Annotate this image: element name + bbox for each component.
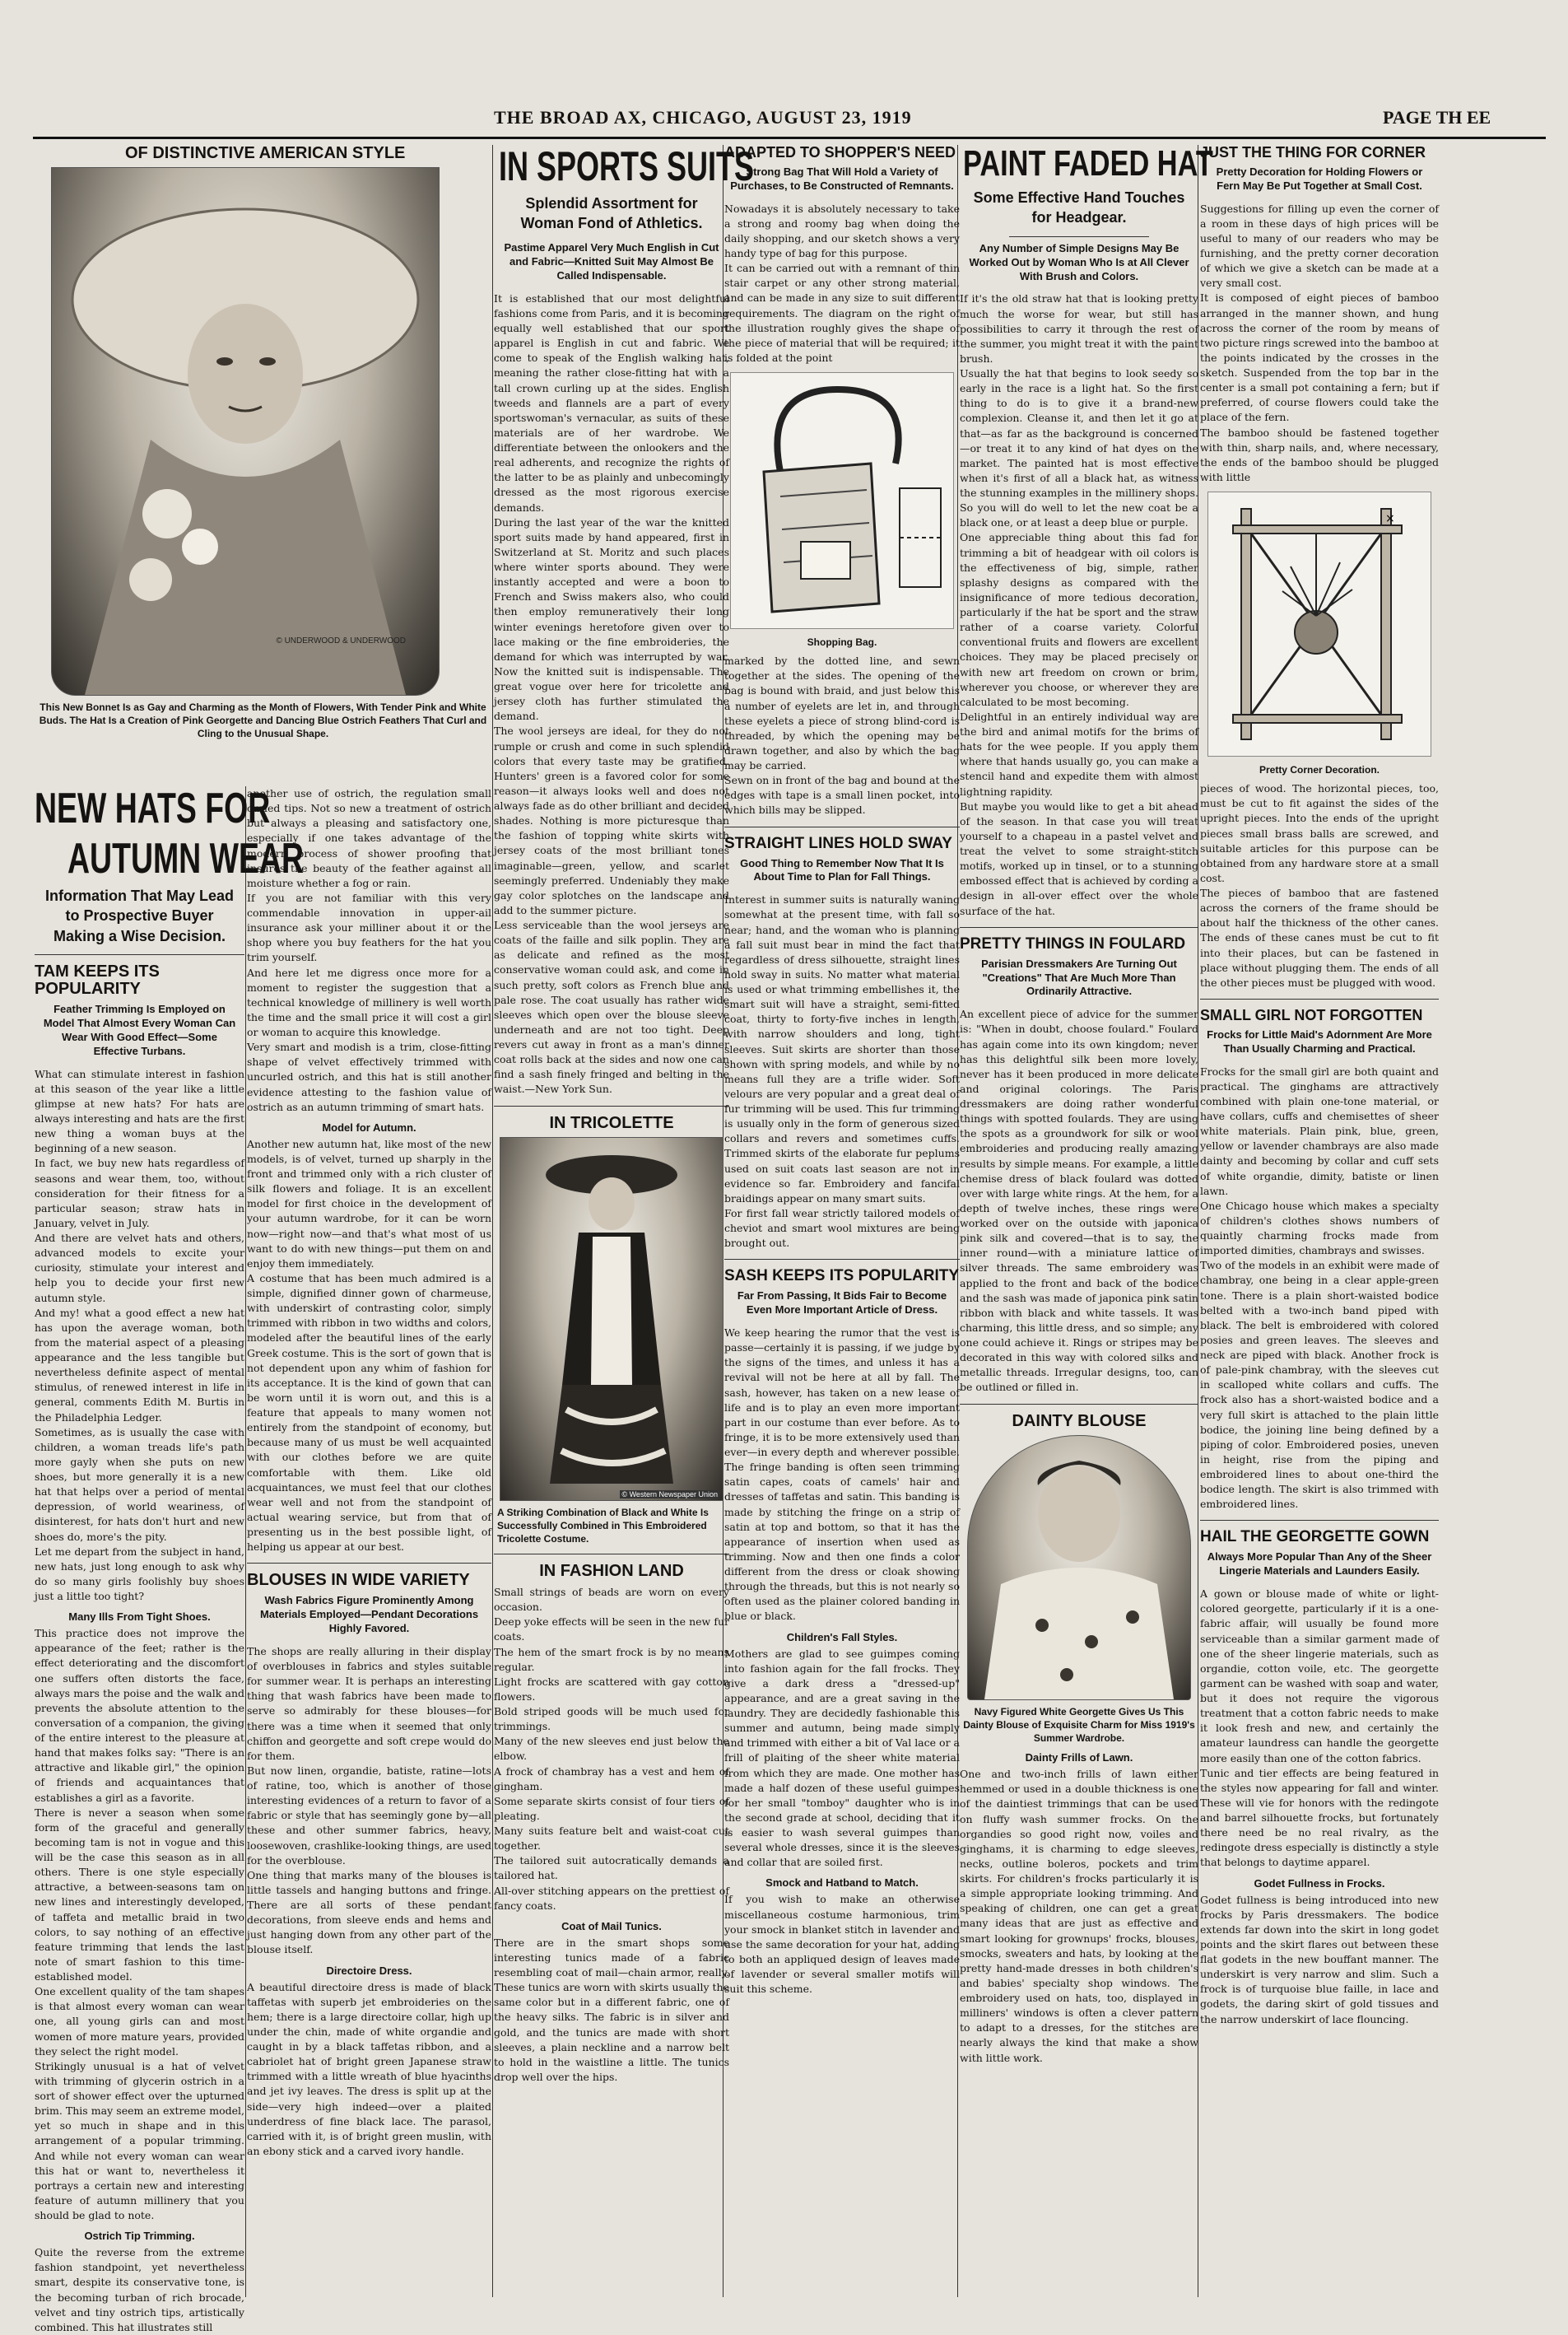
list-item: Many suits feature belt and waist-coat cut together. — [494, 1825, 729, 1853]
dainty-blouse-caption: Navy Figured White Georgette Gives Us This Dainty Blouse of Exquisite Charm for Miss 1919's Summer Wardrobe. — [963, 1705, 1195, 1744]
sports-suits-deck: Pastime Apparel Very Much English in Cut and Fabric—Knitted Suit May Almost Be Called Indispensable. — [504, 241, 719, 282]
paragraph: But maybe you would like to get a bit ahead of the season. In that case you will treat yourself to a chapeau in a pastel velvet and treat the velvet to some straight-stitch motifs, worked up in tinsel, or to a stunning embossed effect that is achieved by cording a design in all-over effect over the whole surface of the hat. — [960, 799, 1198, 917]
bonnet-article — [35, 145, 491, 779]
new-hats-article — [35, 785, 304, 2333]
divider — [35, 954, 244, 955]
georgette-deck: Always More Popular Than Any of the Sheer Lingerie Materials and Launders Easily. — [1207, 1550, 1432, 1578]
paragraph: It is established that our most delightful fashions come from Paris, and it is becoming equally well established that our sport apparel is English in cut and fabric. We come to speak of the English walking hat, meaning the rather close-fitting hat with a tall crown curling up at the sides. English tweeds and flannels are a part of every sportswoman's vernacular, as suits of these materials are of her wardrobe. We differentiate between the onlookers and the real adherents, and recognize the rights of the latter to be as plainly and unbecomingly dressed as the most rigorous exercise demands. — [494, 291, 729, 514]
bonnet-heading: OF DISTINCTIVE AMERICAN STYLE — [125, 144, 406, 162]
divider — [494, 1106, 729, 1107]
paragraph: There are in the smart shops some interesting tunics made of a fabric resembling coat of mail—chain armor, really. These tunics are worn with skirts usually the same color but in a different fabric, one of the heavy silks. The fabric is in silver and gold, and the tunics are made with short sleeves, a plain neckline and a narrow belt to hold in the waistline a little. The tunics drop well over the hips. — [494, 1936, 729, 2083]
paragraph: Quite the reverse from the extreme fashion standpoint, yet nevertheless smart, despite its conservative tone, is the becoming turban of rich brocade, velvet and tiny ostrich tips, artistically combined. This hat illustrates still — [35, 2246, 244, 2333]
paragraph: It can be carried out with a remnant of thin stair carpet or any other strong material, and can be made in any size to suit different requirements. The diagram on the right of the illustration roughly gives the shape of the piece of material that will be required; it is folded at the point — [724, 262, 960, 364]
photo-copyright: © UNDERWOOD & UNDERWOOD — [276, 636, 406, 646]
list-item: Small strings of beads are worn on every occasion. — [494, 1586, 729, 1614]
foulard-title: PRETTY THINGS IN FOULARD — [960, 934, 1186, 953]
subheading: Model for Autumn. — [322, 1121, 416, 1134]
paragraph: pieces of wood. The horizontal pieces, too, must be cut to fit against the sides of the upright pieces. Into the ends of the upright pieces small brass balls are screwed, and suitable articles for this purpose can be obtained from any hardware store at a small cost. — [1200, 782, 1439, 884]
new-hats-continued — [247, 786, 491, 2297]
tricolette-caption: A Striking Combination of Black and White Is Successfully Combined in This Embroidered Tricolette Costume. — [497, 1506, 709, 1545]
masthead-rule — [33, 137, 1546, 139]
divider — [247, 1563, 491, 1564]
sash-title: SASH KEEPS ITS POPULARITY — [724, 1267, 960, 1285]
new-hats-deck: Information That May Lead to Prospective Buyer Making a Wise Decision. — [44, 888, 235, 944]
corner-decoration-caption: Pretty Corner Decoration. — [1259, 764, 1380, 776]
subheading: Many Ills From Tight Shoes. — [68, 1610, 211, 1624]
column-rule — [492, 145, 493, 2297]
dainty-blouse-photo — [967, 1435, 1191, 1700]
paragraph: We keep hearing the rumor that the vest is passe—certainly it is passing, if we judge by the signs of the times, and unless it has a revival will not be here at all by fall. The sash, however, has taken on a new lease of life and is to play an even more important part in our costume than ever before. As to fringe, it is to be more extensively used than ever—in every depth and wherever possible. The fringe banding is often seen trimming satin capes, coats of camels' hair and dresses of taffetas and satin. This banding is made by stitching the fringe on a strip of satin at top and bottom, so that it has the appearance of insertion when used as trimming. Now and then one finds a color different from the dress or cloak showing through the threads, but this is not nearly so often used as the plainer colored banding in blue or black. — [724, 1326, 960, 1623]
list-item: A frock of chambray has a vest and hem of gingham. — [494, 1764, 729, 1792]
paragraph: Sometimes, as is usually the case with children, a woman treads life's path more gayly when she puts on new shoes, but more generally it is a new hat that helps over a period of mental depression, of world weariness, of disinterest, for hats don't hurt and new shoes do, more's the pity. — [35, 1425, 244, 1543]
new-hats-title-line2: AUTUMN WEAR — [67, 834, 304, 883]
list-item: Some separate skirts consist of four tiers of pleating. — [494, 1794, 729, 1822]
masthead-title: THE BROAD AX, CHICAGO, AUGUST 23, 1919 — [494, 107, 912, 128]
corner-title: JUST THE THING FOR CORNER — [1200, 144, 1426, 161]
paragraph: The wool jerseys are ideal, for they do not rumple or crush and come in such splendid colors that every taste may be gratified. Hunters' green is a favored color for some reason—it always looks well and does not always fade as do other brilliant and decided shades. Nothing is more picturesque than the fashion of topping white skirts with jersey coats of the most brilliant tones imaginable—green, yellow, and scarlet seemingly preferred. Undeniably they make gay color splotches on the landscape and add to the summer picture. — [494, 725, 729, 916]
bonnet-caption: This New Bonnet Is as Gay and Charming as the Month of Flowers, With Tender Pink and White Buds. The Hat Is a Creation of Pink Georgette and Dancing Blue Ostrich Feathers That Curl and Cling to the Unusual Shape. — [39, 701, 487, 740]
paint-hat-article — [960, 143, 1213, 2297]
divider — [1200, 1520, 1439, 1521]
shopping-bag-icon — [731, 373, 953, 628]
tricolette-credit: © Western Newspaper Union — [621, 1489, 718, 1498]
straight-lines-title: STRAIGHT LINES HOLD SWAY — [724, 834, 952, 852]
paragraph: Tunic and tier effects are being featured in the styles now appearing for fall and winter. These will vie for honors with the redingote and barrel silhouette frocks, but fortunately there need be no real rivalry, as the redingote dress especially is distinctly a style that belongs to daytime apparel. — [1200, 1766, 1439, 1869]
paragraph: And here let me digress once more for a moment to register the suggestion that a technical knowledge of millinery is well worth the time and the small price it will cost a girl or woman to acquire this knowledge. — [247, 966, 491, 1038]
paragraph: The pieces of bamboo that are fastened across the corners of the frame should be about half the thickness of the other canes. The ends of these canes must be cut to fit into their places, but can be fastened in place without plugging them. The ends of all the other pieces must be plugged with wood. — [1200, 887, 1439, 989]
corner-decoration-figure — [1207, 492, 1431, 757]
subheading: Ostrich Tip Trimming. — [84, 2230, 195, 2243]
subheading: Smock and Hatband to Match. — [765, 1876, 919, 1890]
paragraph: One appreciable thing about this fad for trimming a bit of headgear with oil colors is the effectiveness of big, simple, rather splashy designs as compared with the insignificance of more tedious decoration, particularly if the hat be sport and the straw rather of a coarse variety. Colorful conventional fruits and flowers are excellent choices. They may be placed precisely or with new art freedom on crown or brim, wherever you choose, or wherever they are calculated to be most becoming. — [960, 531, 1198, 708]
dainty-blouse-illustration — [968, 1436, 1190, 1699]
corner-decoration-article — [1200, 145, 1439, 2297]
list-item: The tailored suit autocratically demands a tailored hat. — [494, 1854, 729, 1882]
divider — [960, 927, 1198, 928]
paragraph: Interest in summer suits is naturally waning somewhat at the present time, with fall so near; hand, and the woman who is planning a fall suit must bear in mind the fact that regardless of dress silhouette, straight lines hold sway in suits. No matter what material is used or what trimming embellishes it, the smart suit will have a straight, semi-fitted coat, thirty to forty-five inches in length, with narrow shoulders and long, tight sleeves. Suit skirts are shorter than those shown with spring models, and while by no means full they are a trifle wider. Soft velours are very popular and a great deal of fur trimming will be used. This fur trimming is usually only in the form of generous sized collars and revers and sometimes cuffs. Trimmed skirts of the elaborate fur peplums used on suit coats last season are not in evidence so far. Embroidery and fancifal braidings appear on many smart suits. — [724, 893, 960, 1205]
list-item: Many of the new sleeves end just below the elbow. — [494, 1735, 729, 1763]
paragraph: Suggestions for filling up even the corner of a room in these days of high prices will be useful to many of our readers who may be furnishing, and the pretty corner decoration of which we give a sketch can be made at a very small cost. — [1200, 202, 1439, 290]
paragraph: If it's the old straw hat that is looking pretty much the worse for wear, but still has possibilities to carry it through the rest of the summer, you might treat it with the paint brush. — [960, 292, 1198, 365]
paragraph: Two of the models in an exhibit were made of chambray, one being in a clear apple-green tone. There is a plain short-waisted bodice belted with a two-inch band piped with black. The belt is embroidered with colored posies and green leaves. The sleeves and neck are piped with black. Another frock is of pale-pink chambray, with the sleeves cut in scalloped white collars and cuffs. The frock also has a short-waisted bodice and a very full skirt is attached to the plain little bodice, the joining line being defined by a piping of color. Embroidered posies, uneven in height, rise from the piping and embroidered lines to about one-third the bodice length. The skirt is also trimmed with embroidered lines. — [1200, 1259, 1439, 1511]
paragraph: And there are velvet hats and others, advanced models to excite your curiosity, stimulate your interest and help you to decide your first new autumn style. — [35, 1232, 244, 1304]
paragraph: It is composed of eight pieces of bamboo arranged in the manner shown, and hung across the corner of the room by means of two picture rings screwed into the bamboo at the points indicated by the crosses in the sketch. Suspended from the top bar in the center is a small pot containing a fern; but if preferred, of course flowers could take the place of the fern. — [1200, 291, 1439, 424]
paragraph: Mothers are glad to see guimpes coming into fashion again for the fall frocks. They give a dark dress a "dressed-up" appearance, and are a great saving in the laundry. They are decidedly fashionable this summer and autumn, being made simply and trimmed with either a bit of Val lace or a frill of plaiting of the sheer white material from which they are made. One mother has made a half dozen of these useful guimpes for her small "tomboy" daughter who is in the second grade at school, deciding that it is easier to wash several guimpes than several whole dresses, since it is the sleeves and collar that are soiled first. — [724, 1647, 960, 1869]
sports-suits-article — [494, 143, 755, 2297]
sports-suits-title: IN SPORTS SUITS — [499, 143, 755, 189]
divider — [1200, 999, 1439, 1000]
paragraph: Another new autumn hat, like most of the new models, is of velvet, turned up sharply in the front and trimmed only with a rich cluster of silk flowers and foliage. It is an excellent model for first choice in the development of your autumn wardrobe, for it can be worn now—right now—and that's what most of us want to do with new things—put them on and enjoy them immediately. — [247, 1137, 491, 1270]
divider — [960, 1404, 1198, 1405]
paragraph: Sewn on in front of the bag and bound at the edges with tape is a small linen pocket, into which bills may be slipped. — [724, 774, 960, 817]
paragraph: Very smart and modish is a trim, close-fitting shape of velvet effectively trimmed with uncurled ostrich, and this hat is still another evidence attesting to the fashion value of ostrich as an autumn trimming of smart hats. — [247, 1041, 491, 1113]
paragraph: The shops are really alluring in their display of overblouses in fabrics and styles suitable for summer wear. It is perhaps an interesting thing that wash fabrics have been made to serve so admirably for these blouses—for there was a time when it seemed that only chiffon and georgette and soft crepe would do for them. — [247, 1644, 491, 1762]
paragraph: During the last year of the war the knitted sport suits made by hand appeared, first in Switzerland at St. Moritz and such places where winter sports abound. They were instantly accepted and were a boon to French and Swiss makers also, who could then employ remuneratively their long winter evenings heretofore given over to lace making or the fine embroideries, the demand for which was interrupted by war. Now the knitted suit is indispensable. The great vogue over here for tricolette and jersey cloth has further stimulated the demand. — [494, 515, 729, 723]
page-number: PAGE TH EE — [1383, 107, 1491, 128]
paragraph: And my! what a good effect a new hat has upon the average woman, both from the material aspect of a pleasing appearance and the less tangible but nevertheless definite aspect of mental stimulus, of renewed interest in life in general, comments Edith M. Burtis in the Philadelphia Ledger. — [35, 1306, 244, 1424]
straight-lines-deck: Good Thing to Remember Now That It Is About Time to Plan for Fall Things. — [740, 856, 944, 883]
paragraph: Less serviceable than the wool jerseys are coats of the faille and silk poplin. They are as delicate and refined as the most conservative woman could ask, and come in such pretty, soft colors as French blue and pale rose. The coat usually has rather wide sleeves which open over the blouse sleeve underneath and are not too tight. Deep revers cut away in front as a man's dinner coat rolls back at the sides and now one can find a sash finely fringed and belting in the waist.—New York Sun. — [494, 919, 729, 1096]
paragraph: This practice does not improve the appearance of the feet; rather is the effect deteriorating and the discomfort one suffers often distorts the face, always mars the poise and the walk and prevents the absolute attention to the conversation of a companion, the giving of the entire interest to the pleasure at hand that makes folks say: "There is an attractive and likable girl," the opinion of friends and acquaintances that establishes a girl as a favorite. — [35, 1627, 244, 1804]
fashion-land-title: IN FASHION LAND — [539, 1562, 684, 1581]
small-girl-deck: Frocks for Little Maid's Adornment Are More Than Usually Charming and Practical. — [1207, 1028, 1432, 1055]
small-girl-title: SMALL GIRL NOT FORGOTTEN — [1200, 1006, 1423, 1023]
svg-text:×: × — [1385, 512, 1395, 526]
paint-hat-title: PAINT FADED HAT — [963, 143, 1213, 184]
paint-hat-deck: Any Number of Simple Designs May Be Worked Out by Woman Who Is at All Clever With Brush and Colors. — [969, 241, 1189, 282]
paragraph: Strikingly unusual is a hat of velvet with trimming of glycerin ostrich in a sort of shower effect over the upturned brim. This may seem an extreme model, yet so much in shape and in this arrangement of a popular trimming. And while not every woman can wear this hat or want to, nevertheless it portrays a certain new and interesting feature of autumn millinery that you should be glad to note. — [35, 2059, 244, 2222]
paragraph: One and two-inch frills of lawn either hemmed or used in a double thickness is one of the daintiest trimmings that can be used on fluffy wash summer frocks. On the organdies so good right now, voiles and ginghams, it is charming to edge sleeves, necks, outline boleros, pockets and trim skirts. For children's frocks particularly it is a simple appropriate looking trimming. And speaking of children, one can get a great many ideas that are just as effective and smart looking for grownups' frocks, blouses, smocks, sweaters and hats, by looking at the pretty hand-made dresses in both children's and babies' specialty shop windows. The embroidery used on hats, too, displayed in milliners' windows is often a clever pattern to adapt to a dresses, for the stitches are nearly always the kind that make a show with little work. — [960, 1768, 1198, 2064]
paragraph: The bamboo should be fastened together with thin, sharp nails, and, where necessary, the ends of the bamboo should be plugged with little — [1200, 426, 1439, 483]
bamboo-frame-icon — [1208, 492, 1431, 756]
paint-hat-subtitle: Some Effective Hand Touches for Headgear. — [973, 189, 1185, 226]
paragraph: Godet fullness is being introduced into new frocks by Paris dressmakers. The bodice extends far down into the skirt in long godet points and the skirt flares out between these flat godets in the new bouffant manner. The underskirt is very narrow and slim. Such a frock is of turquoise blue faille, in lace and godets, the daring skirt of gold tissues and the narrow underskirt of lace flouncing. — [1200, 1893, 1439, 2025]
tricolette-title: IN TRICOLETTE — [549, 1113, 674, 1132]
tam-section-title: TAM KEEPS ITS POPULARITY — [35, 962, 160, 999]
paragraph: But now linen, organdie, batiste, ratine—lots of ratine, too, which is another of those interesting evidences of a return to favor of a fabric or style that has seemingly gone by—all these and other summer fabrics, heavy, loosewoven, crashlike-looking things, are used for the overblouse. — [247, 1764, 491, 1867]
paragraph: A gown or blouse made of white or light-colored georgette, particularly if it is a one-fabric affair, will usually be found more serviceable than a similar garment made of one of the sheer lingerie materials, such as organdie, cotton voile, etc. The georgette garment can be washed with soap and water, but it does not require the vigorous treatment that a cotton fabric needs to make it look fresh and new, and certainly the amateur laundress can handle the georgette more easily than one of the cotton fabrics. — [1200, 1587, 1439, 1764]
paragraph: another use of ostrich, the regulation small curled tips. Not so new a treatment of ostrich but always a pleasing and satisfactory one, especially if one takes advantage of the modern process of shower proofing that insures the beauty of the feather against all moisture whether a fog or rain. — [247, 787, 491, 889]
subheading: Coat of Mail Tunics. — [561, 1919, 662, 1932]
paragraph: One Chicago house which makes a specialty of children's clothes shows numbers of quaintly charming frocks made from imported dimities, chambrays and swisses. — [1200, 1199, 1439, 1257]
masthead — [33, 107, 1547, 132]
paragraph: There is never a season when some form of the graceful and generally becoming tam is not in vogue and this will be the case this season as in all others. There is one style especially attractive, a between-seasons tam on new lines and interestingly developed, of taffeta and metallic braid in two colors, to say nothing of an effective feature trimming that lends the last note of smart fashion to this time-established model. — [35, 1806, 244, 1983]
subheading: Godet Fullness in Frocks. — [1254, 1876, 1385, 1890]
sash-deck: Far From Passing, It Bids Fair to Become Even More Important Article of Dress. — [737, 1289, 947, 1317]
tricolette-illustration — [500, 1138, 723, 1500]
blouses-title: BLOUSES IN WIDE VARIETY — [247, 1571, 470, 1590]
subheading: Dainty Frills of Lawn. — [1025, 1751, 1133, 1764]
shopper-bag-article — [724, 145, 960, 2297]
paragraph: If you are not familiar with this very commendable innovation in upper-ail insurance ask your milliner about it or the shop where you buy feathers for the hat you trim yourself. — [247, 891, 491, 964]
tam-section-deck: Feather Trimming Is Employed on Model That Almost Every Woman Can Wear With Good Effect—Some Effective Turbans. — [43, 1003, 236, 1057]
foulard-deck: Parisian Dressmakers Are Turning Out "Creations" That Are Much More Than Ordinarily Attractive. — [981, 957, 1177, 998]
divider — [724, 1259, 960, 1260]
bonnet-photo — [51, 167, 440, 696]
paragraph: If you wish to make an otherwise miscellaneous costume harmonious, trim your smock in blanket stitch in lavender and use the same decoration for your hat, adding to both an appliqued design of leaves made of lavender or several smaller motifs will suit this scheme. — [724, 1893, 960, 1996]
dainty-blouse-title: DAINTY BLOUSE — [1012, 1411, 1147, 1430]
paragraph: A beautiful directoire dress is made of black taffetas with superb jet embroideries on the hem; there is a large directoire collar, high up under the chin, made of white organdie and caught in by a black taffetas ribbon, and a cabriolet hat of bright green Japanese straw trimmed with a little wreath of blue hyacinths and jet ivy leaves. The dress is split up at the side—very high indeed—over a plaited underdress of fine black lace. The parasol, carried with it, is of bright green muslin, with an ebony stick and a carved ivory handle. — [247, 1980, 491, 2157]
paragraph: Usually the hat that begins to look seedy so early in the race is a light hat. So the first thing to do is to give it a brand-new complexion. Cleanse it, and then let it go at that—as far as the background is concerned—or treat it to any kind of hat dyes on the market. The painted hat is most effective when it's first of all a black hat, as witness the stunning examples in the millinery shops. So you will do well to let the new coat be a black one, or at least a deep blue or purple. — [960, 367, 1198, 529]
paragraph: marked by the dotted line, and sewn together at the sides. The opening of the bag is bound with braid, and just below this a number of eyelets are let in, and through these eyelets a piece of strong blind-cord is threaded, by which the opening may be drawn together, and also by which the bag may be carried. — [724, 655, 960, 772]
georgette-title: HAIL THE GEORGETTE GOWN — [1200, 1528, 1430, 1546]
subheading: Children's Fall Styles. — [786, 1630, 898, 1643]
paragraph: Delightful in an entirely individual way are the bird and animal motifs for the brims of hats for the wee people. If you apply them where that hands usually go, you can make a stencil hand and expedite them with almost lightning rapidity. — [960, 710, 1198, 798]
list-item: All-over stitching appears on the prettiest of fancy coats. — [494, 1884, 729, 1912]
blouses-deck: Wash Fabrics Figure Prominently Among Materials Employed—Pendant Decorations Highly Favored. — [259, 1594, 479, 1635]
list-item: Light frocks are scattered with gay cotton flowers. — [494, 1675, 729, 1703]
shopper-deck: Strong Bag That Will Hold a Variety of Purchases, to Be Constructed of Remnants. — [730, 165, 954, 192]
bonnet-illustration — [52, 168, 439, 695]
corner-deck: Pretty Decoration for Holding Flowers or Fern May Be Put Together at Small Cost. — [1216, 165, 1423, 192]
paragraph: One excellent quality of the tam shapes is that almost every woman can wear one, all young girls can and most women of more mature years, provided they select the right model. — [35, 1985, 244, 2058]
paragraph: A costume that has been much admired is a simple, dignified dinner gown of charmeuse, with underskirt of contrasting color, simply trimmed with ribbon in two widths and colors, modeled after the beautiful lines of the early Greek costume. This is the sort of gown that is not dependent upon any whim of fashion for its acceptance. It is the kind of gown that can be worn until it is worn out, and this is a feature that appeals to many women not entirely from the standpoint of economy, but because many of us must be well acquainted with our clothes before we are quite comfortable with them. Like old acquaintances, we must feel that our clothes wear well and not from the standpoint of actual wearing service, but from that of presenting us in the best possible light, of helping us appear at our best. — [247, 1271, 491, 1554]
tricolette-photo — [500, 1137, 724, 1501]
shopping-bag-figure — [730, 372, 954, 629]
paragraph: In fact, we buy new hats regardless of seasons and wear them, too, without consideration for their fitness for a particular season; straw hats in January, velvet in July. — [35, 1157, 244, 1229]
paragraph: Nowadays it is absolutely necessary to take a strong and roomy bag when doing the daily shopping, and our sketch shows a very handy type of bag for this purpose. — [724, 202, 960, 260]
list-item: Bold striped goods will be much used for trimmings. — [494, 1705, 729, 1733]
sports-suits-subtitle: Splendid Assortment for Woman Fond of Athletics. — [520, 194, 703, 231]
shopping-bag-caption: Shopping Bag. — [807, 636, 877, 649]
list-item: Deep yoke effects will be seen in the new fur coats. — [494, 1615, 729, 1643]
paragraph: Frocks for the small girl are both quaint and practical. The ginghams are attractively combined with plain one-tone material, or have collars, cuffs and chemisettes of sheer white materials. Plain pink, blue, green, yellow or lavender chambrays are also made dainty and becoming by collar and cuff sets of white organdie, dimity, batiste or linen lawn. — [1200, 1065, 1439, 1197]
list-item: The hem of the smart frock is by no means regular. — [494, 1645, 729, 1673]
paragraph: One thing that marks many of the blouses is little tassels and hanging buttons and fringe. There are all sorts of these pendant decorations, from sleeve ends and hems and just hanging down from any other part of the blouse itself. — [247, 1868, 491, 1956]
new-hats-title-line1: NEW HATS FOR — [35, 785, 271, 832]
column-rule — [245, 786, 246, 2297]
paragraph: Let me depart from the subject in hand, new hats, just long enough to ask why do so many girls foolishly buy shoes just a little too tight? — [35, 1545, 244, 1603]
subheading: Directoire Dress. — [326, 1964, 412, 1977]
paragraph: For first fall wear strictly tailored models of cheviot and smart wool mixtures are being brought out. — [724, 1206, 960, 1250]
paragraph: An excellent piece of advice for the summer is: "When in doubt, choose foulard." Foulard has again come into its own kingdom; never has this delightful silk been more lovely, never has it been produced in more delicate and original colorings. The Paris dressmakers are doing rather wonderful things with spotted foulards. They are using the spots as a groundwork for silk or wool embroideries and producing really amazing results by simple means. For example, a little chemise dress of black foulard was dotted over with large white rings. At the hem, for a depth of twelve inches, these rings were worked over on the outside with japonica pink silk and covered—that is to say, the inner round—with a miniature lattice of silver threads. The same embroidery was applied to the front and back of the bodice and the sash was made of japonica pink satin ribbon with black and white tassels. It was charming, this little dress, and so simple; any one could achieve it. Rings or stripes may be decorated in this way with colored silks and metallic threads. Irregular designs, too, can be outlined or filled in. — [960, 1008, 1198, 1394]
shopper-title: ADAPTED TO SHOPPER'S NEED — [724, 144, 956, 161]
divider — [1009, 236, 1149, 237]
paragraph: What can stimulate interest in fashion at this season of the year like a little glimpse at new hats? For hats are always interesting and hats are the first new thing a woman buys at the beginning of a new season. — [35, 1067, 244, 1155]
